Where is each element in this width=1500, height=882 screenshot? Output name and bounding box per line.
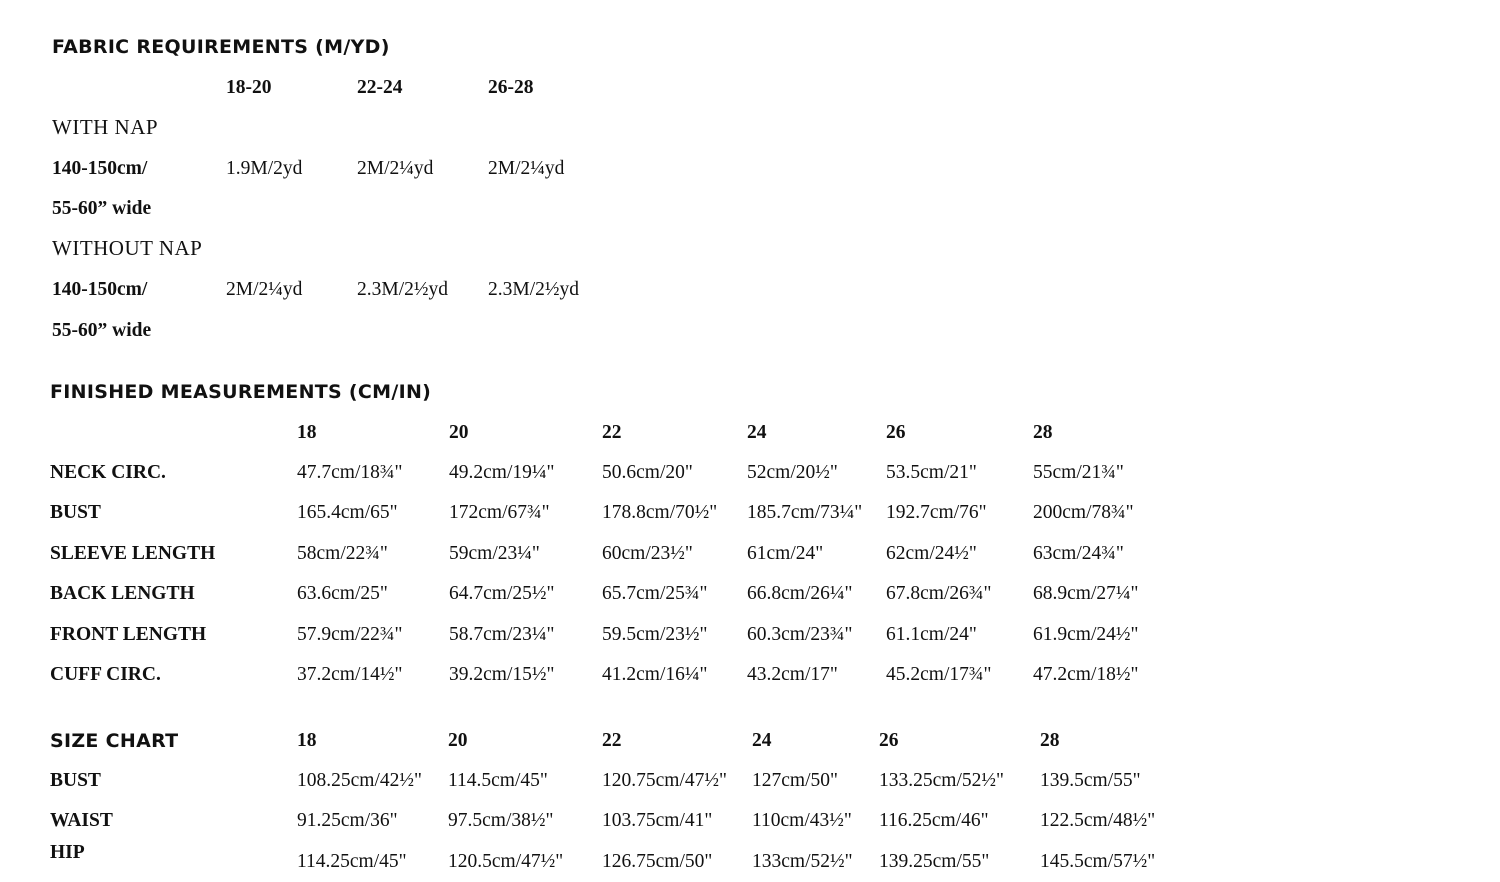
size-chart-cell: 126.75cm/50" (602, 851, 713, 872)
finished-cell: 59.5cm/23½" (602, 624, 708, 645)
finished-cell: 64.7cm/25½" (449, 583, 555, 604)
fabric-size-header: 26-28 (488, 77, 534, 98)
finished-cell: 57.9cm/22¾" (297, 624, 403, 645)
finished-cell: 65.7cm/25¾" (602, 583, 708, 604)
finished-cell: 41.2cm/16¼" (602, 664, 708, 685)
size-chart-cell: 97.5cm/38½" (448, 810, 554, 831)
finished-cell: 58.7cm/23¼" (449, 624, 555, 645)
finished-cell: 50.6cm/20" (602, 462, 693, 483)
finished-cell: 66.8cm/26¼" (747, 583, 853, 604)
finished-cell: 53.5cm/21" (886, 462, 977, 483)
fabric-requirements-title: FABRIC REQUIREMENTS (M/YD) (52, 36, 390, 58)
size-chart-cell: 116.25cm/46" (879, 810, 989, 831)
finished-cell: 60.3cm/23¾" (747, 624, 853, 645)
finished-cell: 39.2cm/15½" (449, 664, 555, 685)
size-chart-cell: 120.5cm/47½" (448, 851, 564, 872)
size-chart-size-header: 26 (879, 730, 899, 751)
fabric-size-header: 18-20 (226, 77, 272, 98)
without-nap-width-line2: 55-60” wide (52, 320, 152, 341)
finished-cell: 172cm/67¾" (449, 502, 550, 523)
size-chart-cell: 114.5cm/45" (448, 770, 548, 791)
size-chart-size-header: 20 (448, 730, 468, 751)
finished-size-header: 22 (602, 422, 622, 443)
size-chart-cell: 114.25cm/45" (297, 851, 407, 872)
finished-cell: 185.7cm/73¼" (747, 502, 863, 523)
finished-cell: 68.9cm/27¼" (1033, 583, 1139, 604)
finished-cell: 178.8cm/70½" (602, 502, 718, 523)
finished-cell: 45.2cm/17¾" (886, 664, 992, 685)
size-chart-size-header: 18 (297, 730, 317, 751)
size-chart-cell: 110cm/43½" (752, 810, 852, 831)
finished-size-header: 20 (449, 422, 469, 443)
size-chart-size-header: 28 (1040, 730, 1060, 751)
size-chart-cell: 120.75cm/47½" (602, 770, 727, 791)
size-chart-title: SIZE CHART (50, 730, 179, 752)
finished-cell: 165.4cm/65" (297, 502, 398, 523)
without-nap-value: 2.3M/2½yd (488, 279, 580, 300)
finished-cell: 63cm/24¾" (1033, 543, 1124, 564)
finished-cell: 67.8cm/26¾" (886, 583, 992, 604)
with-nap-width-line1: 140-150cm/ (52, 158, 148, 179)
with-nap-width-line2: 55-60” wide (52, 198, 152, 219)
size-chart-row-label: WAIST (50, 810, 113, 831)
finished-cell: 47.2cm/18½" (1033, 664, 1139, 685)
finished-cell: 58cm/22¾" (297, 543, 388, 564)
finished-cell: 55cm/21¾" (1033, 462, 1124, 483)
fabric-size-header: 22-24 (357, 77, 403, 98)
finished-cell: 61cm/24" (747, 543, 824, 564)
finished-row-label: BACK LENGTH (50, 583, 195, 604)
without-nap-width-line1: 140-150cm/ (52, 279, 148, 300)
finished-cell: 49.2cm/19¼" (449, 462, 555, 483)
without-nap-label: WITHOUT NAP (52, 236, 203, 260)
finished-row-label: FRONT LENGTH (50, 624, 207, 645)
size-chart-cell: 139.5cm/55" (1040, 770, 1141, 791)
finished-cell: 52cm/20½" (747, 462, 838, 483)
finished-size-header: 18 (297, 422, 317, 443)
finished-cell: 62cm/24½" (886, 543, 977, 564)
finished-cell: 59cm/23¼" (449, 543, 540, 564)
without-nap-value: 2M/2¼yd (226, 279, 303, 300)
finished-size-header: 24 (747, 422, 767, 443)
size-chart-row-label: BUST (50, 770, 101, 791)
finished-row-label: CUFF CIRC. (50, 664, 161, 685)
size-chart-cell: 133.25cm/52½" (879, 770, 1004, 791)
finished-row-label: NECK CIRC. (50, 462, 166, 483)
size-chart-cell: 103.75cm/41" (602, 810, 713, 831)
finished-size-header: 28 (1033, 422, 1053, 443)
finished-cell: 43.2cm/17" (747, 664, 838, 685)
size-chart-cell: 145.5cm/57½" (1040, 851, 1156, 872)
finished-cell: 63.6cm/25" (297, 583, 388, 604)
size-chart-row-label: HIP (50, 842, 85, 863)
finished-measurements-title: FINISHED MEASUREMENTS (CM/IN) (50, 381, 432, 403)
finished-cell: 61.1cm/24" (886, 624, 977, 645)
finished-row-label: BUST (50, 502, 101, 523)
finished-cell: 37.2cm/14½" (297, 664, 403, 685)
without-nap-value: 2.3M/2½yd (357, 279, 449, 300)
size-chart-cell: 127cm/50" (752, 770, 838, 791)
size-chart-size-header: 24 (752, 730, 772, 751)
size-chart-cell: 133cm/52½" (752, 851, 853, 872)
with-nap-label: WITH NAP (52, 115, 159, 139)
finished-cell: 60cm/23½" (602, 543, 693, 564)
size-chart-cell: 122.5cm/48½" (1040, 810, 1156, 831)
size-chart-cell: 91.25cm/36" (297, 810, 398, 831)
size-chart-size-header: 22 (602, 730, 622, 751)
size-chart-cell: 108.25cm/42½" (297, 770, 422, 791)
finished-size-header: 26 (886, 422, 906, 443)
finished-cell: 47.7cm/18¾" (297, 462, 403, 483)
finished-row-label: SLEEVE LENGTH (50, 543, 216, 564)
finished-cell: 61.9cm/24½" (1033, 624, 1139, 645)
with-nap-value: 2M/2¼yd (488, 158, 565, 179)
with-nap-value: 1.9M/2yd (226, 158, 303, 179)
size-chart-cell: 139.25cm/55" (879, 851, 990, 872)
with-nap-value: 2M/2¼yd (357, 158, 434, 179)
finished-cell: 192.7cm/76" (886, 502, 987, 523)
finished-cell: 200cm/78¾" (1033, 502, 1134, 523)
